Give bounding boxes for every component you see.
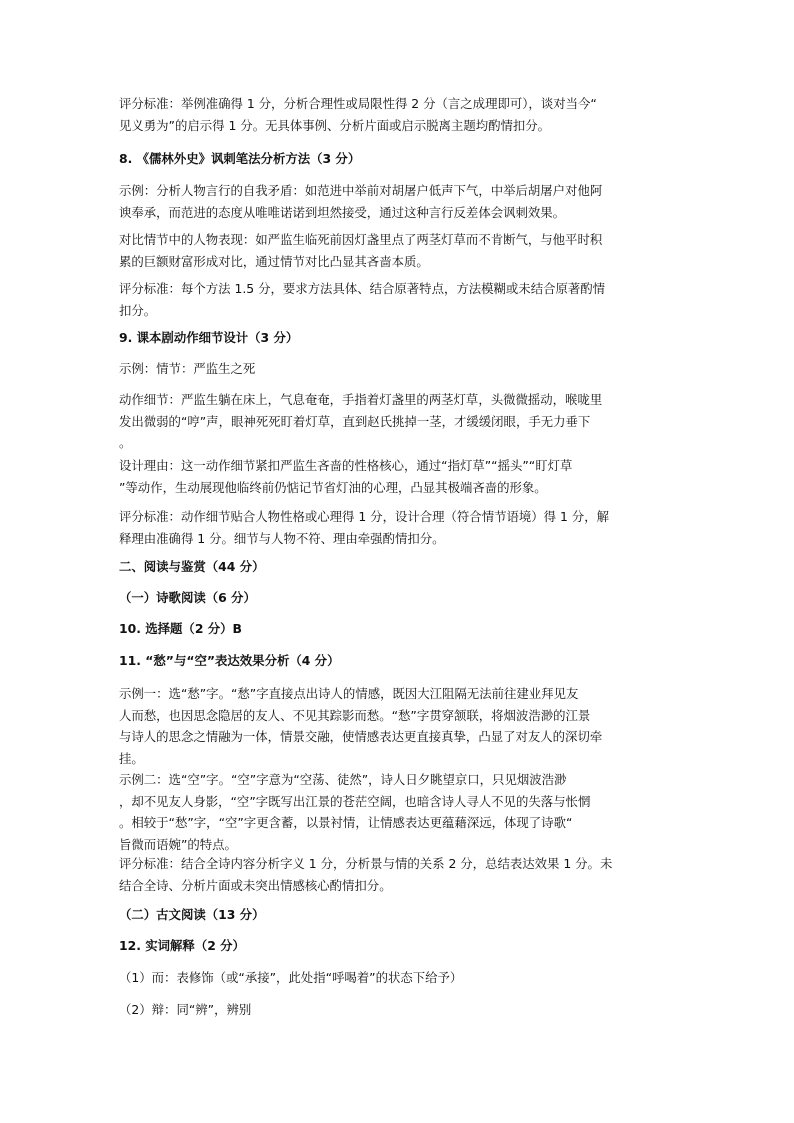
q12-item-2 (119, 999, 679, 1021)
paragraph-line: 示例二：选“空”字。“空”字意为“空荡、徒然”，诗人日夕眺望京口，只见烟波浩渺 (119, 772, 567, 787)
subsection-poetry-heading (119, 587, 679, 609)
q9-action-paragraph (119, 389, 679, 454)
q8-eval-paragraph (119, 278, 679, 321)
q9-reason-paragraph (119, 455, 679, 498)
paragraph-line: 发出微弱的“哼”声，眼神死死盯着灯草，直到赵氏挑掉一茎，才缓缓闭眼，手无力垂下 (119, 413, 591, 429)
q8-contrast-paragraph (119, 229, 679, 272)
paragraph-line: 。相较于“愁”字，“空”字更含蓄，以景衬情，让情感表达更蕴藉深远，体现了诗歌“ (119, 815, 573, 830)
paragraph-line: 示例一：选“愁”字。“愁”字直接点出诗人的情感，既因大江阻隔无法前往建业拜见友 (119, 686, 579, 701)
paragraph-line: 扣分。 (119, 302, 157, 318)
paragraph-line: 动作细节：严监生躺在床上，气息奄奄，手指着灯盏里的两茎灯草，头微微摇动，喉咙里 (119, 392, 603, 407)
paragraph-line: 。 (119, 435, 132, 450)
paragraph-line: 释理由准确得 1 分。细节与人物不符、理由牵强酌情扣分。 (119, 530, 445, 546)
paragraph-line: 评分标准：结合全诗内容分析字义 1 分，分析景与情的关系 2 分，总结表达效果 1 分。未 (119, 856, 613, 871)
q12-item-1 (119, 967, 679, 989)
paragraph-line: 示例：分析人物言行的自我矛盾：如范进中举前对胡屠户低声下气，中举后胡屠户对他阿 (119, 183, 603, 198)
q12-heading (119, 935, 679, 957)
heading-text: 二、阅读与鉴赏（44 分） (119, 559, 265, 574)
paragraph-line: 与诗人的思念之情融为一体，情景交融，使情感表达更直接真挚，凸显了对友人的深切牵 (119, 729, 603, 744)
paragraph-line: 人而愁，也因思念隐居的友人、不见其踪影而愁。“愁”字贯穿颔联，将烟波浩渺的江景 (119, 707, 591, 723)
paragraph-line: 旨微而语婉”的特点。 (119, 836, 237, 852)
paragraph-line: 累的巨额财富形成对比，通过情节对比凸显其吝啬本质。 (119, 253, 429, 269)
q9-example-paragraph (119, 358, 679, 380)
paragraph-line: （1）而：表修饰（或“承接”，此处指“呼喝着”的状态下给予） (119, 970, 463, 985)
heading-text: 11. “愁”与“空”表达效果分析（4 分） (119, 653, 340, 668)
paragraph-line: （2）辩：同“辨”，辨别 (119, 1002, 252, 1017)
heading-text: 10. 选择题（2 分）B (119, 621, 242, 636)
q9-heading (119, 327, 679, 349)
heading-text: （二）古文阅读（13 分） (119, 907, 265, 922)
q11-heading (119, 650, 679, 672)
paragraph-line: 结合全诗、分析片面或未突出情感核心酌情扣分。 (119, 877, 392, 893)
paragraph-line: 评分标准：举例准确得 1 分，分析合理性或局限性得 2 分（言之成理即可），谈对当今“ (119, 96, 597, 111)
q10-heading (119, 618, 679, 640)
heading-text: 12. 实词解释（2 分） (119, 938, 245, 953)
subsection-classical-heading (119, 904, 679, 926)
paragraph-line: 谀奉承，而范进的态度从唯唯诺诺到坦然接受，通过这种言行反差体会讽刺效果。 (119, 204, 566, 220)
q9-eval-paragraph (119, 506, 679, 549)
q11-example2-paragraph (119, 769, 679, 855)
q8-heading (119, 148, 679, 170)
paragraph-line: ，却不见友人身影，“空”字既写出江景的苍茫空阔，也暗含诗人寻人不见的失落与怅惘 (119, 793, 591, 809)
paragraph-line: 评分标准：每个方法 1.5 分，要求方法具体、结合原著特点，方法模糊或未结合原著酌情 (119, 281, 606, 296)
heading-text: 9. 课本剧动作细节设计（3 分） (119, 330, 299, 345)
paragraph-line: ”等动作，生动展现他临终前仍惦记节省灯油的心理，凸显其极端吝啬的形象。 (119, 479, 547, 495)
q8-example-paragraph (119, 180, 679, 223)
paragraph-line: 设计理由：这一动作细节紧扣严监生吝啬的性格核心，通过“指灯草”“摇头”“盯灯草 (119, 458, 573, 473)
paragraph-line: 示例：情节：严监生之死 (119, 361, 256, 376)
eval-q7-paragraph (119, 93, 679, 136)
paragraph-line: 评分标准：动作细节贴合人物性格或心理得 1 分，设计合理（符合情节语境）得 1 分，解 (119, 509, 609, 524)
paragraph-line: 对比情节中的人物表现：如严监生临死前因灯盏里点了两茎灯草而不肯断气，与他平时积 (119, 232, 603, 247)
heading-text: （一）诗歌阅读（6 分） (119, 590, 256, 605)
q11-eval-paragraph (119, 853, 679, 896)
q11-example1-paragraph (119, 683, 679, 769)
heading-text: 8. 《儒林外史》讽刺笔法分析方法（3 分） (119, 151, 361, 166)
paragraph-line: 挂。 (119, 750, 144, 766)
paragraph-line: 见义勇为”的启示得 1 分。无具体事例、分析片面或启示脱离主题均酌情扣分。 (119, 117, 551, 133)
section-2-heading (119, 556, 679, 578)
